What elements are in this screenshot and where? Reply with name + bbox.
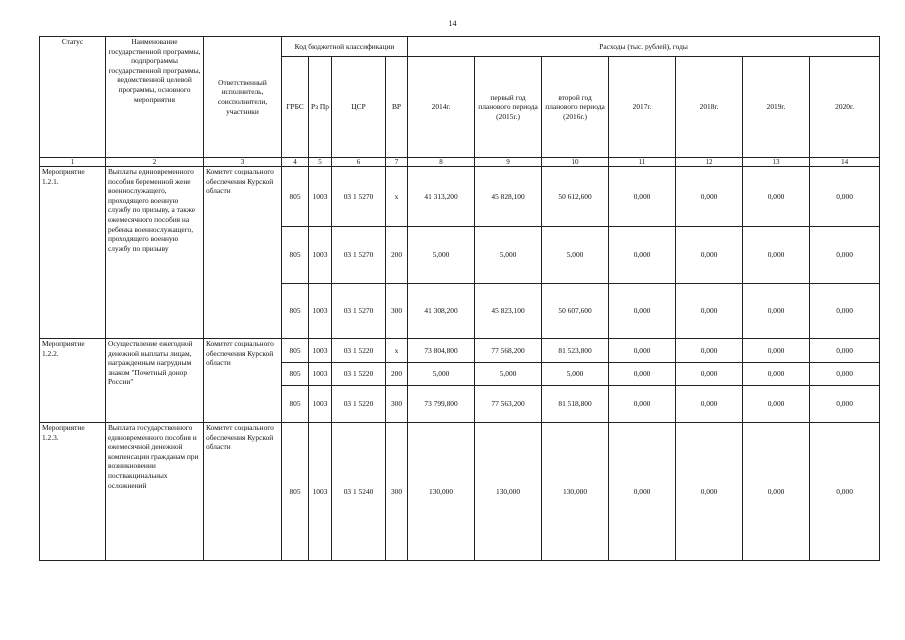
column-number: 11	[609, 158, 676, 167]
column-number-row	[40, 158, 880, 167]
cell-grbs: 805	[282, 423, 309, 561]
header-2017: 2017г.	[609, 57, 676, 158]
header-status: Статус	[40, 37, 106, 158]
cell-rzpr: 1003	[309, 363, 332, 386]
column-number: 12	[676, 158, 743, 167]
header-2020: 2020г.	[810, 57, 880, 158]
table-row	[40, 423, 880, 561]
column-number: 5	[309, 158, 332, 167]
header-vr: ВР	[386, 57, 408, 158]
cell-2016: 81 523,800	[542, 339, 609, 363]
column-number: 7	[386, 158, 408, 167]
row-executor: Комитет социального обеспечения Курской области	[204, 423, 282, 561]
cell-csr: 03 1 5270	[332, 167, 386, 227]
cell-vr: х	[386, 167, 408, 227]
header-2019: 2019г.	[743, 57, 810, 158]
cell-vr: 300	[386, 284, 408, 339]
row-status: Мероприятие 1.2.3.	[40, 423, 106, 561]
cell-grbs: 805	[282, 167, 309, 227]
cell-2019: 0,000	[743, 386, 810, 423]
cell-2014: 73 799,800	[408, 386, 475, 423]
cell-2020: 0,000	[810, 227, 880, 284]
cell-2018: 0,000	[676, 423, 743, 561]
cell-csr: 03 1 5270	[332, 227, 386, 284]
cell-2018: 0,000	[676, 227, 743, 284]
cell-csr: 03 1 5220	[332, 363, 386, 386]
cell-grbs: 805	[282, 339, 309, 363]
cell-2016: 5,000	[542, 363, 609, 386]
cell-2016: 50 607,600	[542, 284, 609, 339]
cell-rzpr: 1003	[309, 386, 332, 423]
header-grbs: ГРБС	[282, 57, 309, 158]
column-number: 6	[332, 158, 386, 167]
cell-2017: 0,000	[609, 363, 676, 386]
cell-rzpr: 1003	[309, 284, 332, 339]
cell-2020: 0,000	[810, 284, 880, 339]
cell-2016: 81 518,800	[542, 386, 609, 423]
budget-table	[39, 36, 880, 561]
cell-2020: 0,000	[810, 386, 880, 423]
row-name: Выплаты единовременного пособия беременной жене военнослужащего, проходящего военную службу по призыву, а также ежемесячного пособия на ребенка военнослужащего, проходящего военную службу по призыву	[106, 167, 204, 339]
cell-csr: 03 1 5220	[332, 339, 386, 363]
cell-2019: 0,000	[743, 363, 810, 386]
cell-grbs: 805	[282, 284, 309, 339]
cell-2017: 0,000	[609, 339, 676, 363]
row-executor: Комитет социального обеспечения Курской области	[204, 167, 282, 339]
column-number: 10	[542, 158, 609, 167]
cell-grbs: 805	[282, 363, 309, 386]
header-2015: первый год планового периода (2015г.)	[475, 57, 542, 158]
row-executor: Комитет социального обеспечения Курской области	[204, 339, 282, 423]
cell-csr: 03 1 5240	[332, 423, 386, 561]
header-2018: 2018г.	[676, 57, 743, 158]
table-row	[40, 339, 880, 363]
cell-vr: 300	[386, 386, 408, 423]
row-status: Мероприятие 1.2.2.	[40, 339, 106, 423]
cell-2014: 5,000	[408, 227, 475, 284]
column-number: 13	[743, 158, 810, 167]
cell-2015: 45 823,100	[475, 284, 542, 339]
cell-2018: 0,000	[676, 284, 743, 339]
header-budget-code: Код бюджетной классификации	[282, 37, 408, 57]
cell-vr: 200	[386, 363, 408, 386]
page-number: 14	[448, 19, 457, 28]
column-number: 3	[204, 158, 282, 167]
cell-2014: 130,000	[408, 423, 475, 561]
header-csr: ЦСР	[332, 57, 386, 158]
cell-rzpr: 1003	[309, 339, 332, 363]
column-number: 8	[408, 158, 475, 167]
column-number: 14	[810, 158, 880, 167]
cell-2015: 45 828,100	[475, 167, 542, 227]
cell-rzpr: 1003	[309, 167, 332, 227]
cell-rzpr: 1003	[309, 423, 332, 561]
cell-2017: 0,000	[609, 284, 676, 339]
cell-2019: 0,000	[743, 227, 810, 284]
header-2014: 2014г.	[408, 57, 475, 158]
row-status: Мероприятие 1.2.1.	[40, 167, 106, 339]
cell-2014: 41 308,200	[408, 284, 475, 339]
cell-2017: 0,000	[609, 423, 676, 561]
header-expenses: Расходы (тыс. рублей), годы	[408, 37, 880, 57]
cell-2015: 77 568,200	[475, 339, 542, 363]
cell-grbs: 805	[282, 386, 309, 423]
cell-2014: 73 804,800	[408, 339, 475, 363]
column-number: 2	[106, 158, 204, 167]
column-number: 9	[475, 158, 542, 167]
cell-2020: 0,000	[810, 423, 880, 561]
cell-2020: 0,000	[810, 339, 880, 363]
cell-2015: 5,000	[475, 227, 542, 284]
cell-2017: 0,000	[609, 386, 676, 423]
cell-2018: 0,000	[676, 167, 743, 227]
row-name: Осуществление ежегодной денежной выплаты лицам, награжденным нагрудным знаком "Почетный донор России"	[106, 339, 204, 423]
cell-2020: 0,000	[810, 167, 880, 227]
cell-vr: х	[386, 339, 408, 363]
cell-grbs: 805	[282, 227, 309, 284]
cell-2015: 130,000	[475, 423, 542, 561]
cell-csr: 03 1 5220	[332, 386, 386, 423]
cell-2018: 0,000	[676, 363, 743, 386]
cell-vr: 200	[386, 227, 408, 284]
cell-2017: 0,000	[609, 167, 676, 227]
cell-2016: 50 612,600	[542, 167, 609, 227]
cell-2019: 0,000	[743, 167, 810, 227]
cell-rzpr: 1003	[309, 227, 332, 284]
column-number: 1	[40, 158, 106, 167]
header-name: Наименование государственной программы, подпрограммы государственной программы, ведомственной целевой программы, основного мероприятия	[106, 37, 204, 158]
cell-2015: 5,000	[475, 363, 542, 386]
cell-2015: 77 563,200	[475, 386, 542, 423]
row-name: Выплата государственного единовременного пособия и ежемесячной денежной компенсации гражданам при возникновении поствакцинальных осложнений	[106, 423, 204, 561]
cell-2016: 5,000	[542, 227, 609, 284]
header-executor: Ответственный исполнитель, соисполнители, участники	[204, 37, 282, 158]
cell-2019: 0,000	[743, 284, 810, 339]
cell-2020: 0,000	[810, 363, 880, 386]
cell-2017: 0,000	[609, 227, 676, 284]
cell-2019: 0,000	[743, 423, 810, 561]
table-row	[40, 167, 880, 227]
cell-vr: 300	[386, 423, 408, 561]
header-rzpr: Рз Пр	[309, 57, 332, 158]
column-number: 4	[282, 158, 309, 167]
cell-2014: 5,000	[408, 363, 475, 386]
cell-2016: 130,000	[542, 423, 609, 561]
cell-2018: 0,000	[676, 386, 743, 423]
header-2016: второй год планового периода (2016г.)	[542, 57, 609, 158]
cell-csr: 03 1 5270	[332, 284, 386, 339]
cell-2018: 0,000	[676, 339, 743, 363]
cell-2019: 0,000	[743, 339, 810, 363]
cell-2014: 41 313,200	[408, 167, 475, 227]
